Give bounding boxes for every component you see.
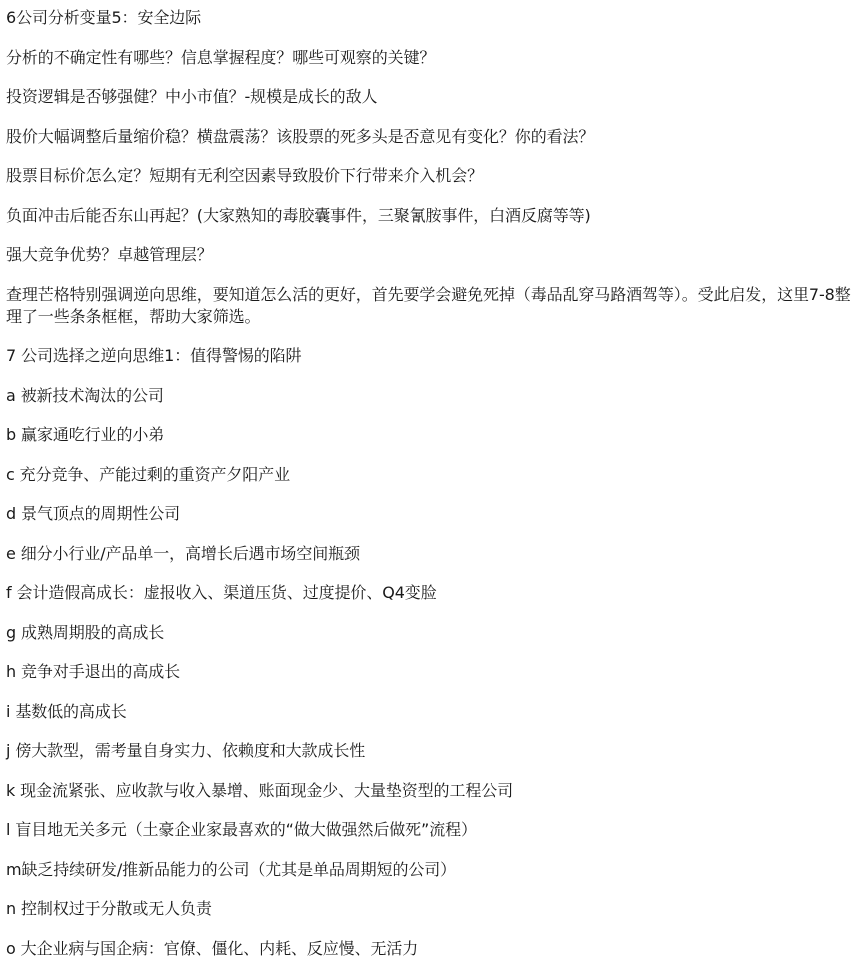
section-heading-safety-margin: 6公司分析变量5：安全边际: [6, 8, 202, 27]
paragraph-investment-logic: 投资逻辑是否够强健？中小市值？-规模是成长的敌人: [6, 87, 378, 106]
list-item-n: n 控制权过于分散或无人负责: [6, 899, 212, 918]
list-item-j: j 傍大款型，需考量自身实力、依赖度和大款成长性: [6, 741, 366, 760]
list-item-a: a 被新技术淘汰的公司: [6, 385, 164, 405]
list-item-d: d 景气顶点的周期性公司: [6, 504, 181, 523]
paragraph-target-price: 股票目标价怎么定？短期有无利空因素导致股价下行带来介入机会？: [6, 166, 484, 185]
list-item-h: h 竞争对手退出的高成长: [6, 662, 181, 681]
list-item-b: b 赢家通吃行业的小弟: [6, 425, 165, 444]
list-item-o: o 大企业病与国企病：官僚、僵化、内耗、反应慢、无活力: [6, 938, 419, 958]
list-item-g: g 成熟周期股的高成长: [6, 622, 165, 642]
list-item-i: i 基数低的高成长: [6, 701, 127, 721]
list-item-m: m缺乏持续研发/推新品能力的公司（尤其是单品周期短的公司）: [6, 859, 457, 879]
paragraph-negative-shock: 负面冲击后能否东山再起？(大家熟知的毒胶囊事件，三聚氰胺事件，白酒反腐等等): [6, 205, 591, 225]
list-item-e: e 细分小行业/产品单一，高增长后遇市场空间瓶颈: [6, 543, 360, 563]
paragraph-uncertainty: 分析的不确定性有哪些？信息掌握程度？哪些可观察的关键？: [6, 47, 436, 67]
paragraph-competitive-advantage: 强大竞争优势？卓越管理层？: [6, 245, 213, 264]
paragraph-munger-inversion: 查理芒格特别强调逆向思维，要知道怎么活的更好，首先要学会避免死掉（毒品乱穿马路酒驾等）。受此启发，这里7-8整理了一些条条框框，帮助大家筛选。: [6, 284, 851, 326]
section-heading-inversion-traps: 7 公司选择之逆向思维1：值得警惕的陷阱: [6, 346, 302, 365]
list-item-l: l 盲目地无关多元（土豪企业家最喜欢的“做大做强然后做死”流程）: [6, 820, 477, 839]
list-item-f: f 会计造假高成长：虚报收入、渠道压货、过度提价、Q4变脸: [6, 583, 437, 602]
list-item-k: k 现金流紧张、应收款与收入暴增、账面现金少、大量垫资型的工程公司: [6, 780, 514, 800]
list-item-c: c 充分竞争、产能过剩的重资产夕阳产业: [6, 464, 290, 484]
paragraph-price-adjustment: 股价大幅调整后量缩价稳？横盘震荡？该股票的死多头是否意见有变化？你的看法？: [6, 126, 595, 146]
